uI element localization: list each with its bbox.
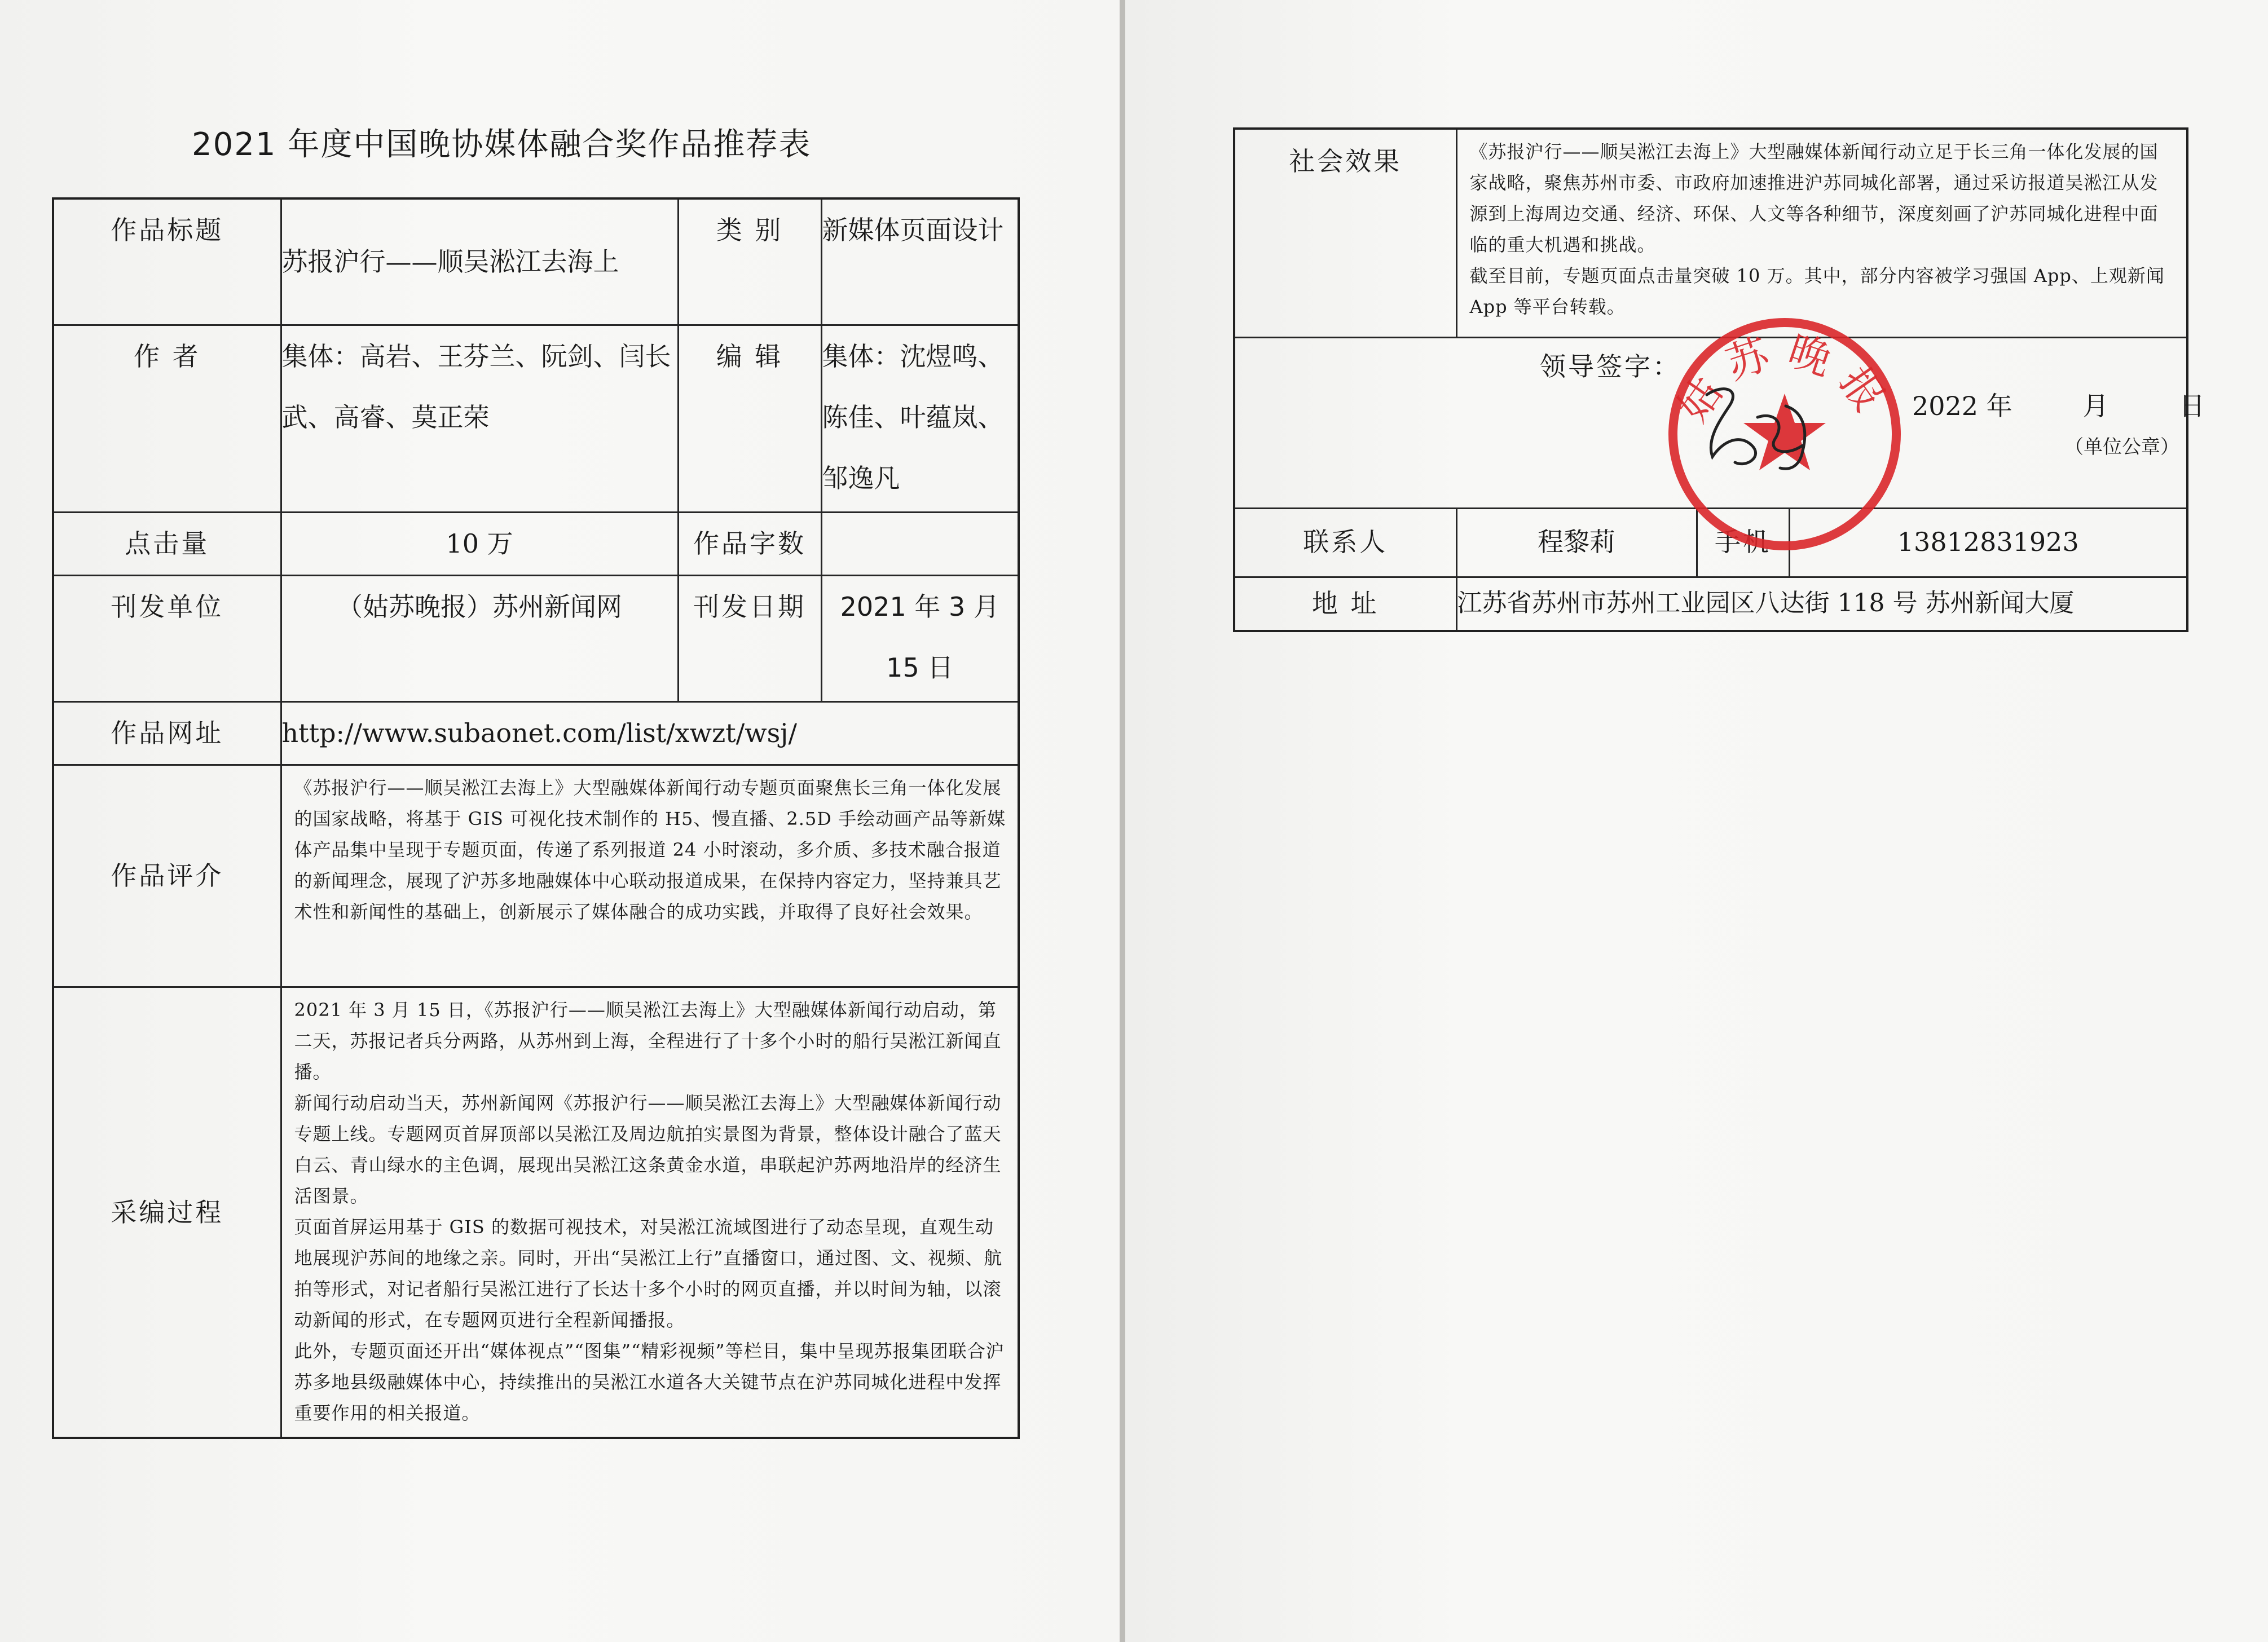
category-label: 类 别 [678, 198, 821, 325]
review-text: 《苏报沪行——顺吴淞江去海上》大型融媒体新闻行动专题页面聚焦长三角一体化发展的国家战略，将基于 GIS 可视化技术制作的 H5、慢直播、2.5D 手绘动画产品等新媒体产品集中呈现于专题页面，传递了系列报道 24 小时滚动，多介质、多技术融合报道的新闻理念，展现了沪苏多地融媒体中心联动报道成果，在保持内容定力，坚持兼具艺术性和新闻性的基础上，创新展示了媒体融合的成功实践，并取得了良好社会效果。 [294, 776, 1006, 922]
row-process [53, 987, 1019, 1438]
process-cell [281, 987, 1019, 1438]
phone-value: 13812831923 [1789, 508, 2187, 577]
address-value: 江苏省苏州市苏州工业园区八达街 118 号 苏州新闻大厦 [1456, 577, 2187, 631]
recommendation-table [52, 197, 1020, 1439]
url-value: http://www.subaonet.com/list/xwzt/wsj/ [281, 701, 1019, 765]
publisher-label: 刊发单位 [53, 575, 281, 701]
process-paragraph: 此外，专题页面还开出“媒体视点”“图集”“精彩视频”等栏目，集中呈现苏报集团联合沪苏多地县级融媒体中心，持续推出的吴淞江水道各大关键节点在沪苏同城化进程中发挥重要作用的相关报道。 [294, 1340, 1005, 1424]
row-social [1234, 129, 2187, 337]
process-label: 采编过程 [53, 987, 281, 1438]
pubdate-value: 2021 年 3 月 15 日 [821, 575, 1019, 701]
row-review [53, 765, 1019, 987]
leader-sign-label: 领导签字： [1540, 351, 1681, 382]
phone-label: 手机 [1697, 508, 1789, 577]
signature-area [1235, 325, 2205, 507]
review-cell [281, 765, 1019, 987]
process-paragraph: 页面首屏运用基于 GIS 的数据可视技术，对吴淞江流域图进行了动态呈现，直观生动地展现沪苏间的地缘之亲。同时，开出“吴淞江上行”直播窗口，通过图、文、视频、航拍等形式，对记者船行吴淞江进行了长达十多个小时的网页直播，并以时间为轴，以滚动新闻的形式，在专题网页进行全程新闻播报。 [294, 1216, 1003, 1331]
date-month: 月 [2082, 390, 2109, 421]
contact-label: 联系人 [1234, 508, 1456, 577]
row-url [53, 701, 1019, 765]
process-paragraph: 2021 年 3 月 15 日，《苏报沪行——顺吴淞江去海上》大型融媒体新闻行动启动，第二天，苏报记者兵分两路，从苏州到上海，全程进行了十多个小时的船行吴淞江新闻直播。 [294, 999, 1002, 1083]
row-title [53, 198, 1019, 325]
work-title-value: 苏报沪行——顺吴淞江去海上 [281, 198, 678, 325]
date-day: 日 [2178, 390, 2205, 421]
editors-value: 集体：沈煜鸣、陈佳、叶蕴岚、邹逸凡 [821, 325, 1019, 512]
recommendation-table-continued [1233, 127, 2205, 632]
row-clicks [53, 512, 1019, 575]
wordcount-label: 作品字数 [678, 512, 821, 575]
work-title-label: 作品标题 [53, 198, 281, 325]
publisher-value: （姑苏晚报）苏州新闻网 [281, 575, 678, 701]
date-year: 2022 年 [1912, 390, 2012, 421]
social-paragraph: 截至目前，专题页面点击量突破 10 万。其中，部分内容被学习强国 App、上观新闻 App 等平台转载。 [1469, 265, 2165, 317]
handwritten-signature-icon [1690, 372, 1837, 485]
clicks-value: 10 万 [281, 512, 678, 575]
pubdate-label: 刊发日期 [678, 575, 821, 701]
social-paragraph: 《苏报沪行——顺吴淞江去海上》大型融媒体新闻行动立足于长三角一体化发展的国家战略，聚焦苏州市委、市政府加速推进沪苏同城化部署，通过采访报道吴淞江从发源到上海周边交通、经济、环保、人文等各种细节，深度刻画了沪苏同城化进程中面临的重大机遇和挑战。 [1469, 141, 2159, 255]
contact-value: 程黎莉 [1456, 508, 1697, 577]
review-label: 作品评介 [53, 765, 281, 987]
address-label: 地 址 [1234, 577, 1456, 631]
page-gap [1120, 0, 1125, 1642]
editor-label: 编 辑 [678, 325, 821, 512]
social-text [1457, 130, 2187, 327]
row-signature [1234, 337, 2187, 508]
url-label: 作品网址 [53, 701, 281, 765]
social-label: 社会效果 [1234, 129, 1456, 337]
process-text [282, 988, 1018, 1433]
row-publisher [53, 575, 1019, 701]
author-label: 作 者 [53, 325, 281, 512]
signature-cell [1234, 325, 2205, 508]
wordcount-value [821, 512, 1019, 575]
authors-value: 集体：高岩、王芬兰、阮剑、闫长武、高睿、莫正荣 [281, 325, 678, 512]
seal-text: 姑苏晚报 [1668, 325, 1901, 431]
process-paragraph: 新闻行动启动当天，苏州新闻网《苏报沪行——顺吴淞江去海上》大型融媒体新闻行动专题上线。专题网页首屏顶部以吴淞江及周边航拍实景图为背景，整体设计融合了蓝天白云、青山绿水的主色调，展现出吴淞江这条黄金水道，串联起沪苏两地沿岸的经济生活图景。 [294, 1092, 1002, 1207]
social-cell [1456, 129, 2187, 337]
category-value: 新媒体页面设计 [821, 198, 1019, 325]
form-title: 2021 年度中国晚协媒体融合奖作品推荐表 [192, 126, 812, 163]
row-authors [53, 325, 1019, 512]
clicks-label: 点击量 [53, 512, 281, 575]
unit-seal-label: （单位公章） [2064, 435, 2179, 458]
left-page [0, 0, 1120, 1642]
sign-date [1912, 389, 2205, 423]
row-address [1234, 577, 2187, 631]
